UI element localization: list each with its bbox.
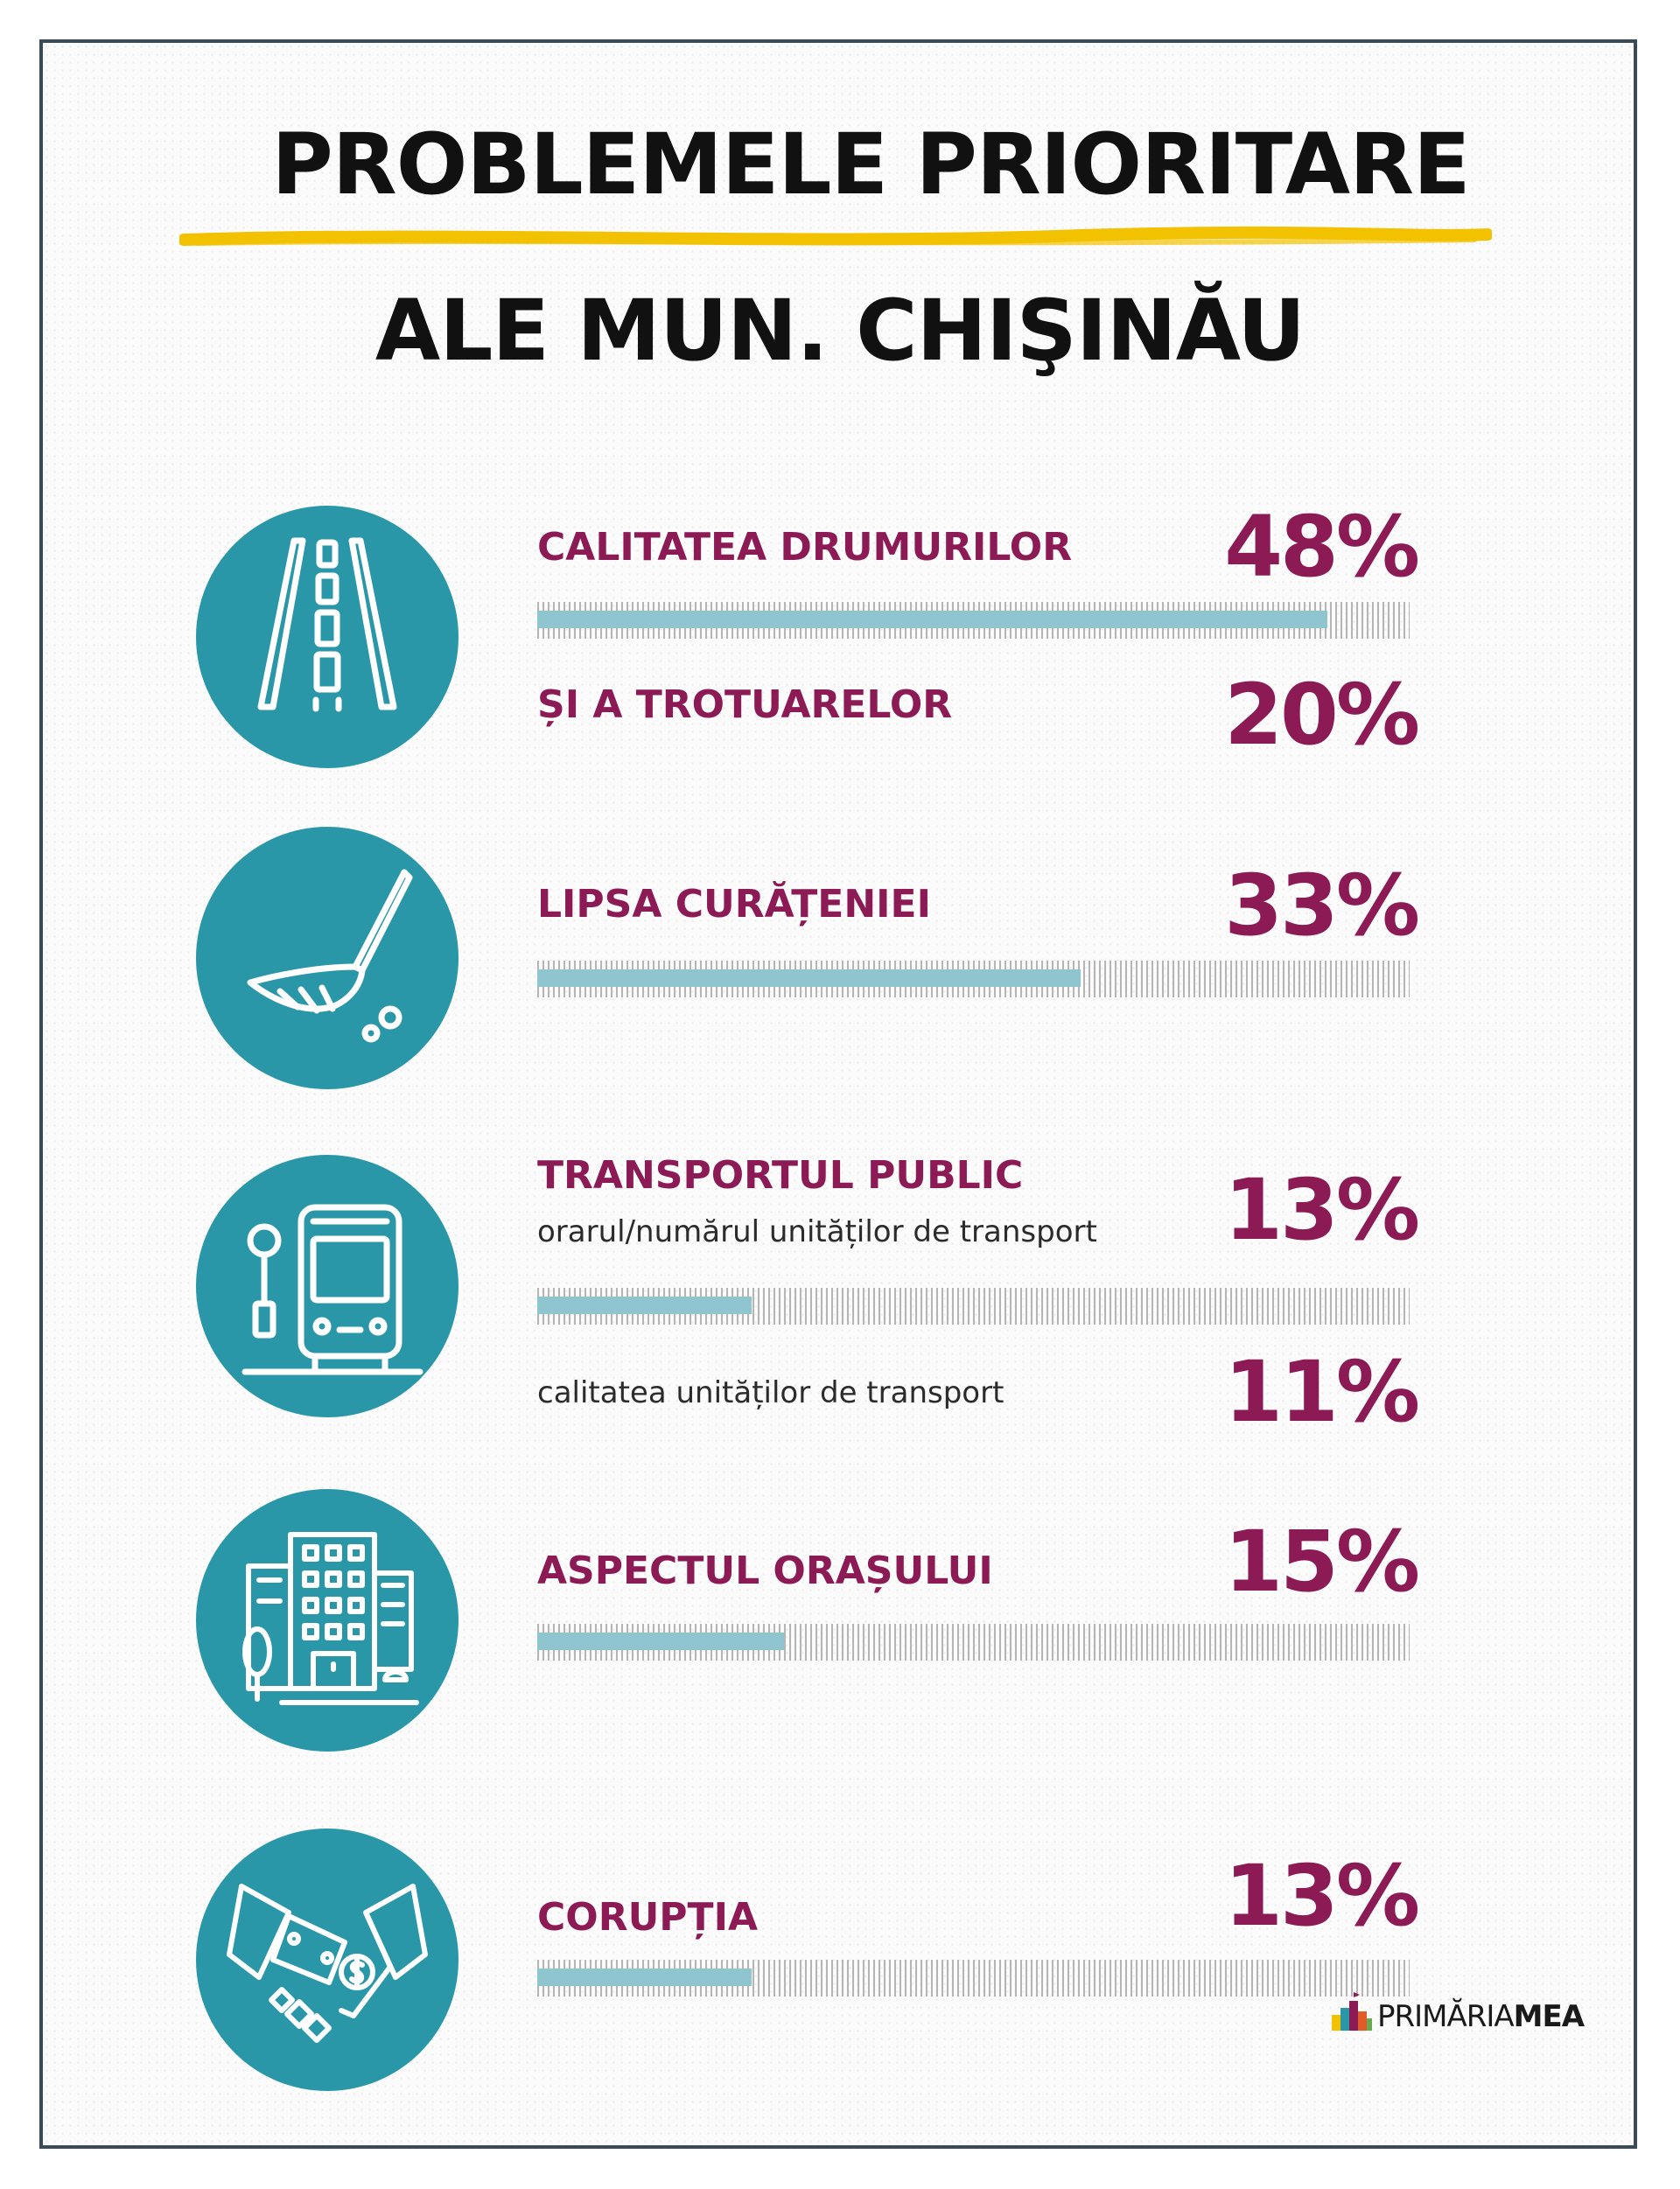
buildings-icon <box>196 1489 458 1752</box>
road-icon <box>196 506 458 768</box>
pct-city-aspect: 15% <box>1224 1513 1418 1611</box>
bar-track-cleanliness <box>537 961 1410 997</box>
label-city-aspect: ASPECTUL ORAȘULUI <box>537 1549 993 1593</box>
label-sidewalks: ȘI A TROTUARELOR <box>537 682 953 727</box>
label-corruption: CORUPȚIA <box>537 1895 758 1940</box>
pct-transport-schedule: 13% <box>1224 1161 1418 1259</box>
bar-fill-roads <box>537 611 1327 628</box>
primaria-mea-logo <box>1330 1990 1592 2034</box>
pct-transport-quality: 11% <box>1224 1343 1418 1441</box>
bar-fill-cleanliness <box>537 969 1081 987</box>
pct-roads: 48% <box>1224 498 1418 596</box>
pct-sidewalks: 20% <box>1224 666 1418 764</box>
bar-fill-transport <box>537 1297 752 1314</box>
label-cleanliness: LIPSA CURĂȚENIEI <box>537 882 931 927</box>
bar-fill-corruption <box>537 1969 752 1986</box>
title-line-1: PROBLEMELE PRIORITARE <box>271 115 1470 213</box>
bar-track-roads <box>537 602 1410 639</box>
bar-fill-city-aspect <box>537 1633 784 1650</box>
logo-text <box>1377 1999 1584 2034</box>
bar-track-city-aspect <box>537 1624 1410 1661</box>
label-public-transport: TRANSPORTUL PUBLIC <box>537 1153 1024 1198</box>
sub-transport-quality: calitatea unităților de transport <box>537 1375 1004 1410</box>
handshake-money-icon <box>196 1829 458 2091</box>
sub-transport-schedule: orarul/numărul unităților de transport <box>537 1214 1097 1249</box>
broom-icon <box>196 827 458 1089</box>
pct-corruption: 13% <box>1224 1847 1418 1945</box>
logo-text-a: PRIMĂRIA <box>1377 1999 1514 2034</box>
logo-blocks-icon <box>1330 1990 1374 2034</box>
label-roads: CALITATEA DRUMURILOR <box>537 525 1073 570</box>
pct-cleanliness: 33% <box>1224 857 1418 955</box>
logo-text-b: MEA <box>1513 1999 1585 2034</box>
title-line-2: ALE MUN. CHIŞINĂU <box>374 282 1306 380</box>
bar-track-transport <box>537 1288 1410 1325</box>
bar-track-corruption <box>537 1960 1410 1997</box>
title-underline <box>179 226 1492 252</box>
bus-stop-icon <box>196 1155 458 1417</box>
